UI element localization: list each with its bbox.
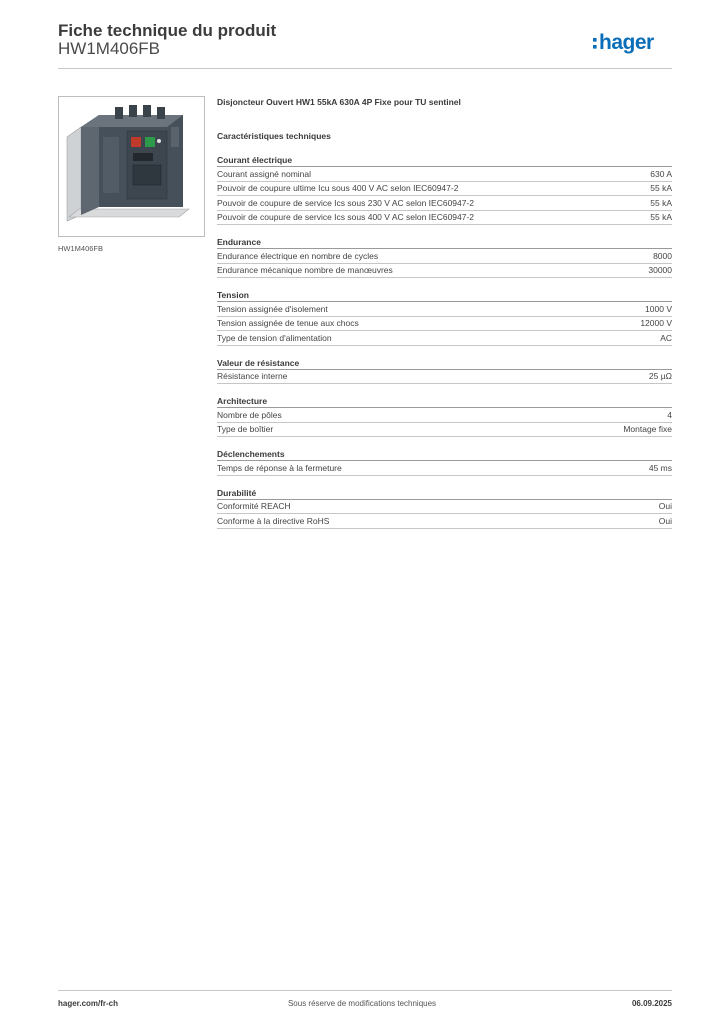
- spec-groups: [217, 154, 672, 529]
- hager-logo[interactable]: [592, 28, 672, 58]
- footer-website-link[interactable]: hager.com/fr-ch: [58, 999, 119, 1008]
- svg-text:hager: hager: [599, 31, 654, 54]
- spec-label: Tension assignée de tenue aux chocs: [217, 318, 359, 329]
- spec-value: Oui: [658, 501, 672, 512]
- spec-group-title: Endurance: [217, 236, 672, 249]
- spec-value: 55 kA: [650, 197, 672, 208]
- spec-group-title: Valeur de résistance: [217, 357, 672, 370]
- spec-row: [217, 461, 672, 476]
- footer-date: 06.09.2025: [631, 999, 672, 1008]
- product-reference: HW1M406FB: [58, 39, 161, 58]
- spec-row: [217, 302, 672, 317]
- spec-row: [217, 408, 672, 423]
- spec-group-title: Déclenchements: [217, 448, 672, 461]
- spec-value: 45 ms: [648, 462, 672, 473]
- spec-label: Résistance interne: [217, 371, 288, 382]
- spec-group-title: Courant électrique: [217, 154, 672, 167]
- spec-label: Conformité REACH: [217, 501, 291, 512]
- spec-row: [217, 514, 672, 529]
- spec-content: [217, 96, 672, 529]
- spec-value: 4: [667, 409, 672, 420]
- spec-label: Type de boîtier: [217, 424, 274, 435]
- footer-divider: [58, 990, 672, 991]
- hager-logo-icon: [592, 30, 672, 56]
- spec-row: [217, 370, 672, 385]
- spec-group-title: Durabilité: [217, 487, 672, 500]
- circuit-breaker-icon: [59, 97, 205, 237]
- spec-label: Courant assigné nominal: [217, 168, 312, 179]
- spec-group: [217, 395, 672, 437]
- spec-group: [217, 289, 672, 346]
- spec-label: Nombre de pôles: [217, 409, 282, 420]
- spec-group-title: Architecture: [217, 395, 672, 408]
- spec-value: 55 kA: [650, 183, 672, 194]
- spec-label: Pouvoir de coupure ultime Icu sous 400 V AC selon IEC60947-2: [217, 183, 459, 194]
- footer-disclaimer: Sous réserve de modifications techniques: [287, 999, 437, 1008]
- spec-label: Conforme à la directive RoHS: [217, 515, 330, 526]
- spec-value: 1000 V: [645, 303, 672, 314]
- page-title: Fiche technique du produit: [58, 21, 277, 40]
- spec-group: [217, 154, 672, 225]
- spec-group: [217, 236, 672, 278]
- spec-row: [217, 249, 672, 264]
- spec-row: [217, 500, 672, 515]
- spec-group: [217, 448, 672, 476]
- spec-row: [217, 264, 672, 279]
- specs-section-title: Caractéristiques techniques: [217, 131, 331, 141]
- product-title: Disjoncteur Ouvert HW1 55kA 630A 4P Fixe pour TU sentinel: [217, 97, 461, 107]
- spec-value: AC: [660, 332, 672, 343]
- spec-label: Pouvoir de coupure de service Ics sous 230 V AC selon IEC60947-2: [217, 197, 475, 208]
- spec-row: [217, 331, 672, 346]
- spec-label: Endurance mécanique nombre de manœuvres: [217, 265, 393, 276]
- spec-value: 630 A: [650, 168, 672, 179]
- spec-row: [217, 211, 672, 226]
- spec-value: 55 kA: [650, 212, 672, 223]
- spec-group: [217, 487, 672, 529]
- spec-row: [217, 182, 672, 197]
- spec-label: Type de tension d'alimentation: [217, 332, 332, 343]
- spec-value: 12000 V: [640, 318, 672, 329]
- spec-value: 25 µΩ: [648, 371, 672, 382]
- spec-row: [217, 317, 672, 332]
- spec-group-title: Tension: [217, 289, 672, 302]
- spec-group: [217, 357, 672, 385]
- spec-value: 8000: [653, 250, 672, 261]
- spec-row: [217, 196, 672, 211]
- spec-row: [217, 423, 672, 438]
- spec-label: Pouvoir de coupure de service Ics sous 400 V AC selon IEC60947-2: [217, 212, 475, 223]
- spec-value: Montage fixe: [623, 424, 672, 435]
- header-divider: [58, 68, 672, 69]
- product-image-caption: HW1M406FB: [58, 244, 104, 253]
- spec-label: Temps de réponse à la fermeture: [217, 462, 342, 473]
- spec-label: Endurance électrique en nombre de cycles: [217, 250, 379, 261]
- spec-row: [217, 167, 672, 182]
- product-image: [58, 96, 205, 237]
- spec-value: Oui: [658, 515, 672, 526]
- spec-value: 30000: [648, 265, 672, 276]
- spec-label: Tension assignée d'isolement: [217, 303, 328, 314]
